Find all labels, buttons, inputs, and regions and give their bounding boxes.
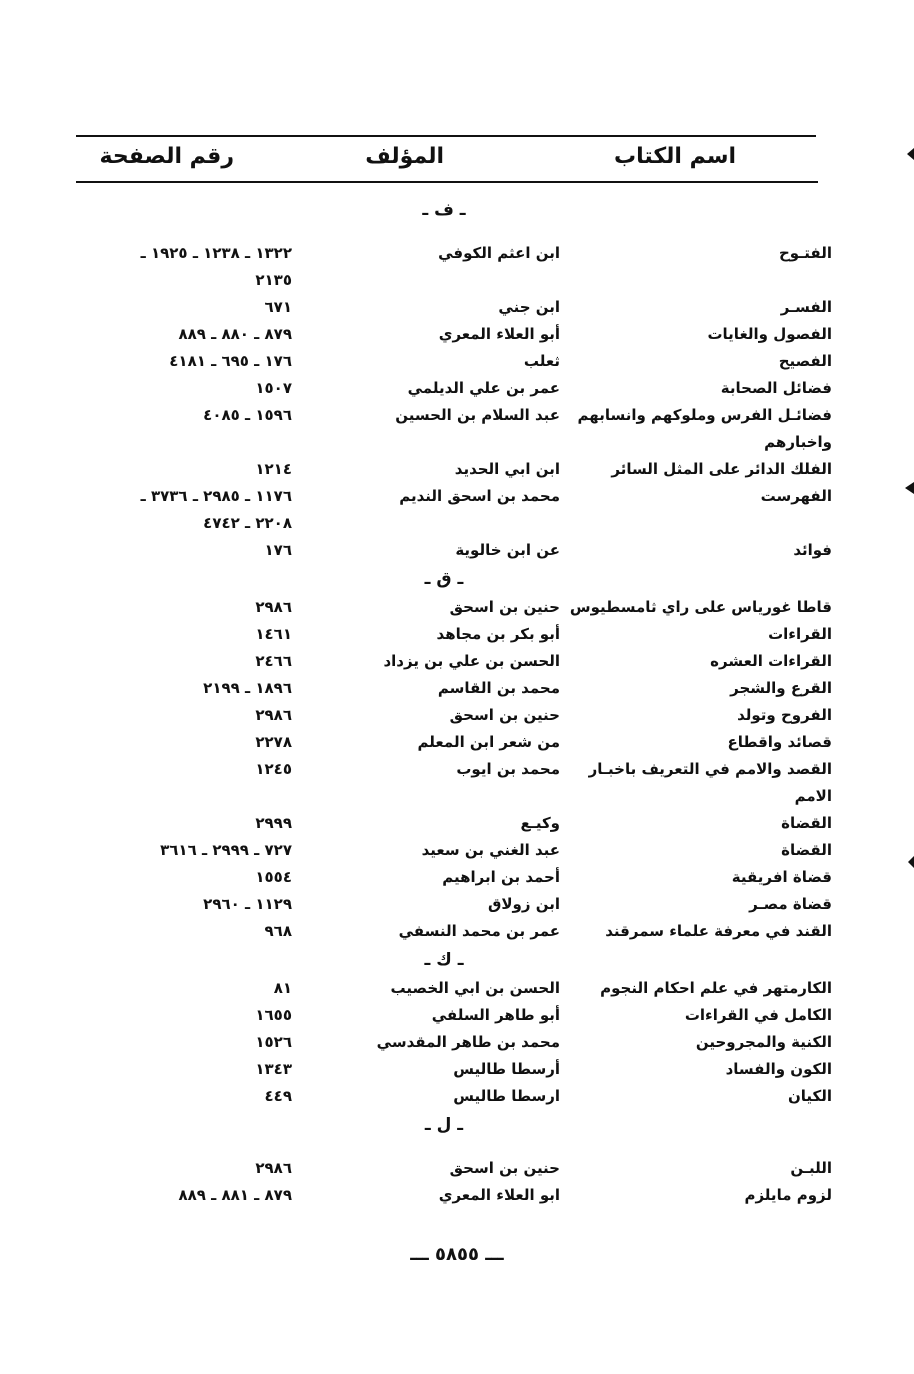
book-title-cell: الكامل في القراءات xyxy=(684,1006,832,1024)
page-numbers-cell: ٨٧٩ ـ ٨٨٠ ـ ٨٨٩ xyxy=(178,325,292,343)
table-row xyxy=(0,621,914,648)
continuation-row xyxy=(0,783,914,810)
book-title-cell: الفتـوح xyxy=(778,244,832,262)
author-cell: محمد بن ايوب xyxy=(456,760,560,778)
author-cell: عبد الغني بن سعيد xyxy=(421,841,560,859)
book-title-cell: القند في معرفة علماء سمرقند xyxy=(605,922,832,940)
book-title-cell: القراءات العشره xyxy=(710,652,832,670)
continuation-row xyxy=(0,510,914,537)
page-number: ـــ ٥٨٥٥ ـــ xyxy=(410,1244,504,1265)
author-cell: أبو بكر بن مجاهد xyxy=(436,625,560,643)
book-title-cell: الفسـر xyxy=(780,298,832,316)
page-numbers-cell: ٢٤٦٦ xyxy=(255,652,292,670)
table-row xyxy=(0,864,914,891)
book-title-cell: الكارمتهر في علم احكام النجوم xyxy=(600,979,832,997)
column-header-author: المؤلف xyxy=(365,144,444,169)
continuation-row xyxy=(0,429,914,456)
table-row xyxy=(0,756,914,783)
book-title-cell: القرع والشجر xyxy=(730,679,832,697)
table-row xyxy=(0,675,914,702)
page-numbers-cell: ٢٢٠٨ ـ ٤٧٤٢ xyxy=(203,514,292,532)
table-row xyxy=(0,240,914,267)
table-row xyxy=(0,1029,914,1056)
page-numbers-cell: ١٧٦ ـ ٦٩٥ ـ ٤١٨١ xyxy=(169,352,292,370)
section-letter: ـ ق ـ xyxy=(424,569,464,589)
page-numbers-cell: ١٥٩٦ ـ ٤٠٨٥ xyxy=(203,406,292,424)
author-cell: وكيـع xyxy=(520,814,560,832)
book-title-cell: قضاة افريقية xyxy=(731,868,832,886)
book-title-cell: الامم xyxy=(794,787,832,805)
table-row xyxy=(0,483,914,510)
table-row xyxy=(0,1056,914,1083)
table-row xyxy=(0,837,914,864)
spacer-row xyxy=(0,225,914,240)
margin-mark-icon xyxy=(908,856,914,868)
table-row xyxy=(0,1002,914,1029)
author-cell: ابو العلاء المعري xyxy=(438,1186,560,1204)
section-heading-row xyxy=(0,945,914,975)
book-title-cell: قاطا غورياس على راي ثامسطيوس xyxy=(569,598,832,616)
spacer-row xyxy=(0,1140,914,1155)
book-title-cell: واخبارهم xyxy=(764,433,832,451)
column-header-page-number: رقم الصفحة xyxy=(99,144,234,169)
book-title-cell: الكون والفساد xyxy=(725,1060,832,1078)
page-numbers-cell: ١٥٥٤ xyxy=(255,868,292,886)
table-row xyxy=(0,348,914,375)
table-row xyxy=(0,1182,914,1209)
page-numbers-cell: ١٢١٤ xyxy=(255,460,292,478)
author-cell: ابن اعثم الكوفي xyxy=(438,244,560,262)
book-title-cell: قصائد واقطاع xyxy=(727,733,832,751)
page-numbers-cell: ١٧٦ xyxy=(264,541,292,559)
page-numbers-cell: ٨١ xyxy=(273,979,292,997)
continuation-row xyxy=(0,267,914,294)
table-row xyxy=(0,294,914,321)
page-numbers-cell: ٢٩٨٦ xyxy=(255,706,292,724)
book-title-cell: فضائل الصحابة xyxy=(720,379,832,397)
author-cell: أرسطا طاليس xyxy=(453,1060,560,1078)
page-numbers-cell: ١٥٢٦ xyxy=(255,1033,292,1051)
section-heading-row xyxy=(0,564,914,594)
author-cell: ابن جني xyxy=(498,298,560,316)
header-top-rule xyxy=(76,135,816,137)
author-cell: الحسن بن علي بن يزداد xyxy=(383,652,560,670)
author-cell: من شعر ابن المعلم xyxy=(417,733,560,751)
book-title-cell: الفصيح xyxy=(778,352,832,370)
page-numbers-cell: ١٣٤٣ xyxy=(255,1060,292,1078)
author-cell: عمر بن محمد النسفي xyxy=(398,922,560,940)
table-row xyxy=(0,1155,914,1182)
book-title-cell: القضاة xyxy=(781,841,832,859)
book-title-cell: الفهرست xyxy=(760,487,832,505)
author-cell: حنين بن اسحق xyxy=(449,598,560,616)
table-row xyxy=(0,648,914,675)
author-cell: عمر بن علي الديلمي xyxy=(407,379,560,397)
page-numbers-cell: ٩٦٨ xyxy=(264,922,292,940)
book-title-cell: الفصول والغايات xyxy=(707,325,832,343)
header-bottom-rule xyxy=(76,181,818,183)
author-cell: حنين بن اسحق xyxy=(449,1159,560,1177)
author-cell: عن ابن خالوية xyxy=(455,541,560,559)
book-title-cell: القصد والامم في التعريف باخبـار xyxy=(588,760,832,778)
table-row xyxy=(0,1083,914,1110)
page-numbers-cell: ٤٤٩ xyxy=(264,1087,292,1105)
section-letter: ـ ل ـ xyxy=(424,1115,464,1135)
page-numbers-cell: ١٤٦١ xyxy=(255,625,292,643)
book-title-cell: الفروح وتولد xyxy=(737,706,832,724)
page-numbers-cell: ١١٧٦ ـ ٢٩٨٥ ـ ٣٧٣٦ ـ xyxy=(140,487,292,505)
page-numbers-cell: ١١٢٩ ـ ٢٩٦٠ xyxy=(203,895,292,913)
page-numbers-cell: ١٢٤٥ xyxy=(255,760,292,778)
author-cell: محمد بن اسحق النديم xyxy=(399,487,560,505)
table-row xyxy=(0,375,914,402)
book-title-cell: لزوم مايلزم xyxy=(744,1186,832,1204)
author-cell: محمد بن القاسم xyxy=(437,679,560,697)
table-row xyxy=(0,321,914,348)
page-numbers-cell: ٢١٣٥ xyxy=(255,271,292,289)
table-row xyxy=(0,729,914,756)
author-cell: أبو العلاء المعري xyxy=(438,325,560,343)
book-title-cell: فوائد xyxy=(793,541,832,559)
page-numbers-cell: ١٨٩٦ ـ ٢١٩٩ xyxy=(203,679,292,697)
section-letter: ـ ف ـ xyxy=(422,200,466,220)
author-cell: الحسن بن ابي الخصيب xyxy=(390,979,560,997)
page-numbers-cell: ٢٩٨٦ xyxy=(255,1159,292,1177)
table-row xyxy=(0,702,914,729)
author-cell: أبو طاهر السلفي xyxy=(431,1006,560,1024)
book-title-cell: الكيان xyxy=(787,1087,832,1105)
table-row xyxy=(0,402,914,429)
page-numbers-cell: ٢٩٨٦ xyxy=(255,598,292,616)
margin-mark-icon xyxy=(907,148,914,160)
page-numbers-cell: ١٥٠٧ xyxy=(255,379,292,397)
page-numbers-cell: ١٣٢٢ ـ ١٢٣٨ ـ ١٩٢٥ ـ xyxy=(140,244,292,262)
book-title-cell: قضاة مصـر xyxy=(749,895,832,913)
author-cell: ارسطا طاليس xyxy=(453,1087,560,1105)
page-numbers-cell: ٧٢٧ ـ ٢٩٩٩ ـ ٣٦١٦ xyxy=(160,841,292,859)
book-title-cell: القراءات xyxy=(768,625,832,643)
author-cell: أحمد بن ابراهيم xyxy=(442,868,560,886)
section-heading-row xyxy=(0,1110,914,1140)
author-cell: محمد بن طاهر المقدسي xyxy=(376,1033,560,1051)
book-title-cell: اللبـن xyxy=(790,1159,832,1177)
author-cell: ثعلب xyxy=(523,352,560,370)
book-title-cell: القضاة xyxy=(781,814,832,832)
table-row xyxy=(0,456,914,483)
margin-mark-icon xyxy=(905,482,914,494)
table-row xyxy=(0,891,914,918)
index-table xyxy=(0,195,914,1209)
page-numbers-cell: ٢٩٩٩ xyxy=(255,814,292,832)
author-cell: حنين بن اسحق xyxy=(449,706,560,724)
page-numbers-cell: ٨٧٩ ـ ٨٨١ ـ ٨٨٩ xyxy=(178,1186,292,1204)
author-cell: ابن ابي الحديد xyxy=(454,460,560,478)
book-title-cell: الفلك الدائر على المثل السائر xyxy=(611,460,832,478)
author-cell: عبد السلام بن الحسين xyxy=(395,406,560,424)
author-cell: ابن زولاق xyxy=(487,895,560,913)
page-numbers-cell: ٦٧١ xyxy=(264,298,292,316)
table-row xyxy=(0,537,914,564)
table-row xyxy=(0,975,914,1002)
section-letter: ـ ك ـ xyxy=(424,950,464,970)
book-title-cell: الكنية والمجروحين xyxy=(695,1033,832,1051)
page-numbers-cell: ١٦٥٥ xyxy=(255,1006,292,1024)
page-numbers-cell: ٢٢٧٨ xyxy=(255,733,292,751)
section-heading-row xyxy=(0,195,914,225)
column-header-book-title: اسم الكتاب xyxy=(613,144,736,169)
table-row xyxy=(0,594,914,621)
table-row xyxy=(0,810,914,837)
book-title-cell: فضائـل الفرس وملوكهم وانسابهم xyxy=(577,406,832,424)
table-row xyxy=(0,918,914,945)
